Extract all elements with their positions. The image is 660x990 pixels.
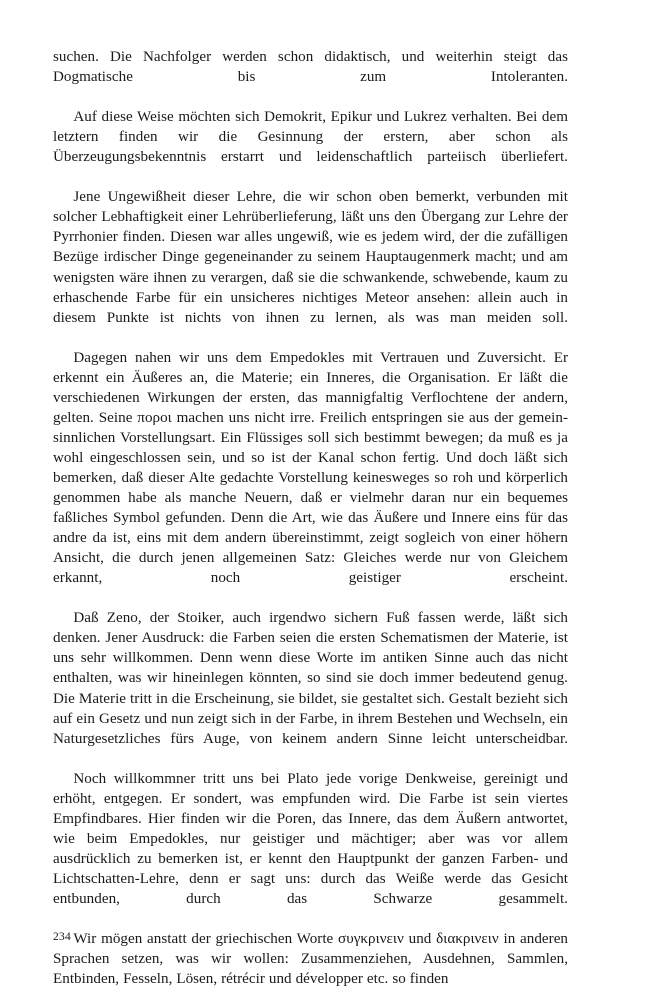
- paragraph-5: Daß Zeno, der Stoiker, auch irgendwo sichern Fuß fassen werde, läßt sich denken. Jener Ausdruck: die Farben seien die ersten Schematismen der Materie, ist uns sehr willkommen. Denn wenn diese Worte im antiken Sinne auch das nicht enthalten, was wir hineinlegen könnten, so sind sie doch immer bedeutend genug. Die Materie tritt in die Erscheinung, sie bildet, sie gestaltet sich. Gestalt bezieht sich auf ein Gesetz und nun zeigt sich in der Farbe, in ihrem Bestehen und Wechseln, ein Naturgesetzliches fürs Auge, von keinem andern Sinne leicht unterscheidbar.: [53, 610, 568, 747]
- paragraph-7: Wir mögen anstatt der griechischen Worte συγκρινειν und διακρινειν in anderen Sprachen setzen, was wir wollen: Zusammenziehen, Ausdehnen, Sammlen, Entbinden, Fesseln, Lösen, rétrécir und développer etc. so finden: [53, 931, 568, 988]
- paragraph-4: Dagegen nahen wir uns dem Empedokles mit Vertrauen und Zuversicht. Er erkennt ein Äußeres an, die Materie; ein Inneres, die Organisation. Er läßt die verschiedenen Wirkungen der ersten, das mannigfaltig Verflochtene der andern, gelten. Seine πoρoι machen uns nicht irre. Freilich entspringen sie aus der gemein-sinnlichen Vorstellungsart. Ein Flüssiges soll sich bestimmt bewegen; da muß es ja wohl eingeschlossen sein, und so ist der Kanal schon fertig. Und doch läßt sich bemerken, daß dieser Alte gedachte Vorstellung keinesweges so roh und körperlich genommen habe als manche Neuern, daß er vielmehr daran nur ein bequemes faßliches Symbol gefunden. Denn die Art, wie das Äußere und Innere eins für das andre da ist, eins mit dem andern übereinstimmt, zeigt sogleich von einer höhern Ansicht, die durch jenen allgemeinen Satz: Gleiches werde nur von Gleichem erkannt, noch geistiger erscheint.: [53, 349, 568, 587]
- page-text-block: [53, 47, 568, 989]
- paragraph-6: Noch willkommner tritt uns bei Plato jede vorige Denkweise, gereinigt und erhöht, entgegen. Er sondert, was empfunden wird. Die Farbe ist sein viertes Empfindbares. Hier finden wir die Poren, das Innere, das dem Äußern antwortet, wie beim Empedokles, nur geistiger und mächtiger; aber was vor allem ausdrücklich zu bemerken ist, er kennt den Hauptpunkt der ganzen Farben- und Lichtschatten-Lehre, denn er sagt uns: durch das Weiße werde das Gesicht entbunden, durch das Schwarze gesammelt.: [53, 770, 568, 907]
- paragraph-1: suchen. Die Nachfolger werden schon didaktisch, und weiterhin steigt das Dogmatische bis zum Intoleranten.: [53, 49, 568, 86]
- paragraph-3: Jene Ungewißheit dieser Lehre, die wir schon oben bemerkt, verbunden mit solcher Lebhaftigkeit einer Lehrüberlieferung, läßt uns den Übergang zur Lehre der Pyrrhonier finden. Diesen war alles ungewiß, wie es jedem wird, der die zufälligen Bezüge irdischer Dinge gegeneinander zu seinem Hauptaugenmerk macht; und am wenigsten wäre ihnen zu verargen, daß sie die schwankende, schwebende, kaum zu erhaschende Farbe für ein unsicheres nichtiges Meteor ansehen: allein auch in diesem Punkte ist nichts von ihnen zu lernen, als was man meiden soll.: [53, 189, 568, 326]
- paragraph-2: Auf diese Weise möchten sich Demokrit, Epikur und Lukrez verhalten. Bei dem letztern finden wir die Gesinnung der erstern, aber schon als Überzeugungsbekenntnis erstarrt und leidenschaftlich parteiisch überliefert.: [53, 109, 568, 166]
- page-number: 234: [53, 931, 71, 943]
